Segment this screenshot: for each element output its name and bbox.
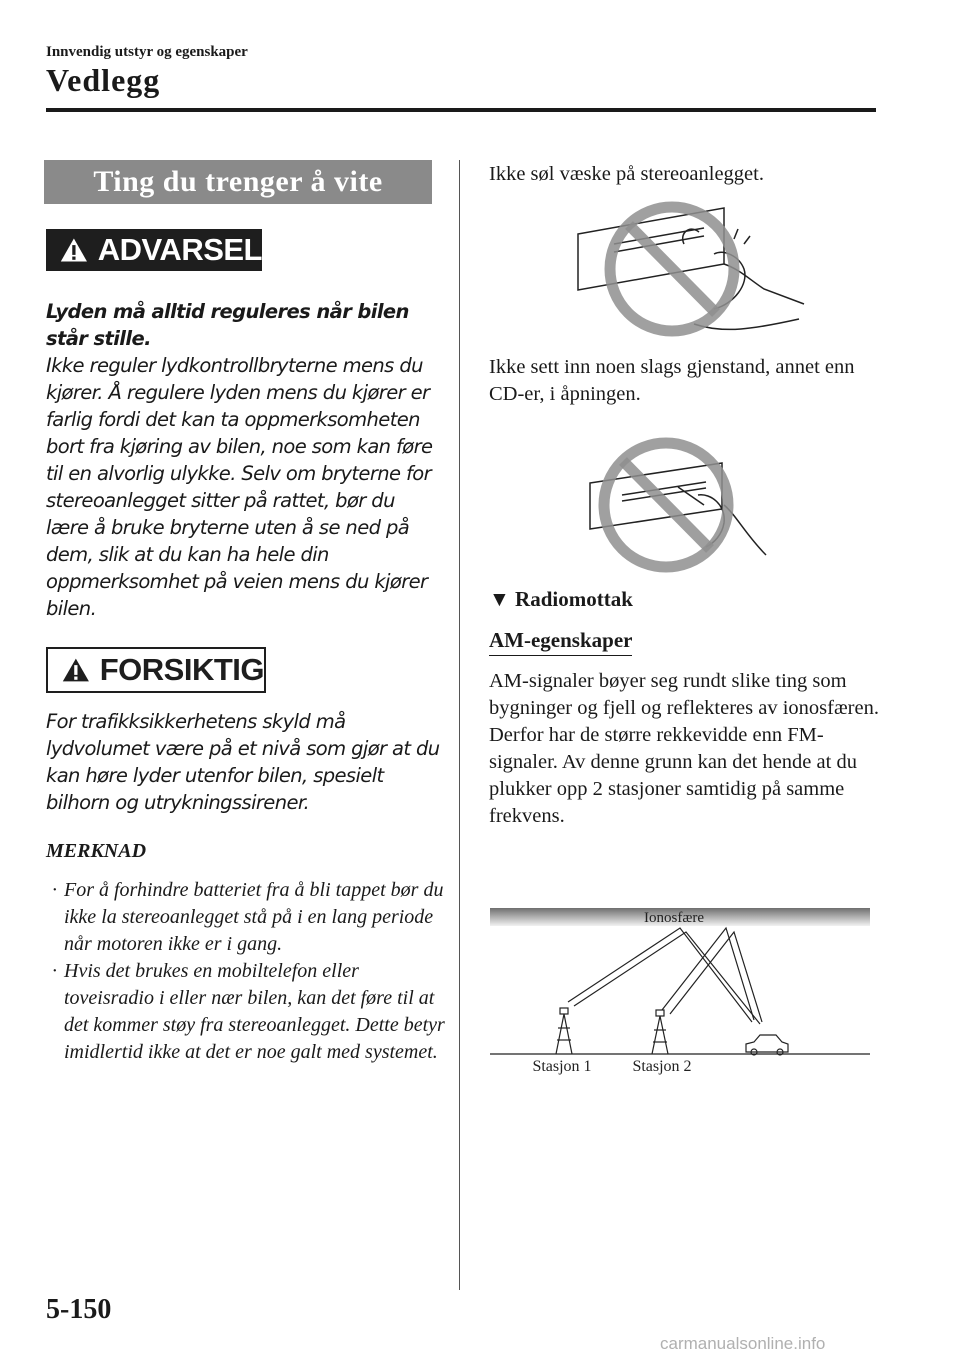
note-label: MERKNAD	[46, 840, 147, 862]
bullet-icon: ·	[52, 960, 57, 982]
note-item-text: Hvis det brukes en mobiltelefon eller toveisradio i eller nær bilen, kan det føre til at det kommer støy fra stereoanlegget. Dette betyr imidlertid ikke at det er noe galt med systemet.	[64, 960, 445, 1063]
am-body: AM-signaler bøyer seg rundt slike ting som bygninger og fjell og reflekteres av ionosfæren. Derfor har de større rekkevidde enn FM-signaler. Av denne grunn kan det hende at du plukker opp 2 stasjoner samtidig på samme frekvens.	[489, 670, 879, 827]
liquid-warning-text: Ikke søl væske på stereoanlegget.	[489, 163, 764, 185]
am-propagation-diagram	[490, 902, 880, 1087]
note-item	[46, 877, 446, 958]
caution-triangle-icon	[62, 655, 90, 685]
ionosphere-label: Ionosfære	[644, 910, 704, 926]
am-heading: AM-egenskaper	[489, 628, 632, 656]
caution-body: For trafikksikkerhetens skyld må lydvolumet være på et nivå som gjør at du kan høre lyder utenfor bilen, spesielt bilhorn og utrykningssirener.	[46, 710, 440, 814]
insert-warning-text: Ikke sett inn noen slags gjenstand, annet enn CD-er, i åpningen.	[489, 356, 855, 405]
station-1-tower-icon	[556, 1008, 572, 1054]
radio-heading	[489, 587, 633, 612]
chapter-title: Vedlegg	[46, 62, 161, 98]
bullet-icon: ·	[52, 879, 57, 901]
station-1-label: Stasjon 1	[532, 1058, 592, 1075]
page-number: 5-150	[46, 1294, 112, 1325]
note-item-text: For å forhindre batteriet fra å bli tappet bør du ikke la stereoanlegget stå på i en lang periode når motoren ikke er i gang.	[64, 879, 444, 955]
section-banner: Ting du trenger å vite	[44, 160, 432, 204]
note-item	[46, 958, 446, 1066]
caution-badge	[46, 647, 266, 693]
station-2-tower-icon	[652, 1010, 668, 1054]
no-insert-illustration	[586, 435, 776, 575]
warning-triangle-icon	[60, 235, 88, 265]
warning-badge	[46, 229, 262, 271]
warning-badge-label: ADVARSEL	[97, 232, 262, 267]
car-icon	[746, 1035, 788, 1055]
warning-heading: Lyden må alltid reguleres når bilen står stille.	[46, 300, 409, 350]
header-rule	[46, 108, 876, 112]
down-triangle-icon: ▼	[489, 587, 510, 611]
warning-body: Ikke reguler lydkontrollbryterne mens du kjører. Å regulere lyden mens du kjører er farlig fordi det kan ta oppmerksomheten bort fra kjøring av bilen, noe som kan føre til en alvorlig ulykke. Selv om bryterne for stereoanlegget sitter på rattet, bør du lære å bruke bryterne uten å se ned på dem, slik at du kan ha hele din oppmerksomhet på veien mens du kjører bilen.	[46, 354, 433, 620]
radio-heading-text: Radiomottak	[515, 587, 633, 611]
column-divider	[459, 160, 460, 1290]
watermark: carmanualsonline.info	[660, 1334, 826, 1353]
chapter-subtitle: Innvendig utstyr og egenskaper	[46, 44, 248, 60]
caution-badge-label: FORSIKTIG	[99, 652, 264, 687]
station-2-label: Stasjon 2	[632, 1058, 692, 1075]
no-liquid-illustration	[574, 194, 814, 344]
